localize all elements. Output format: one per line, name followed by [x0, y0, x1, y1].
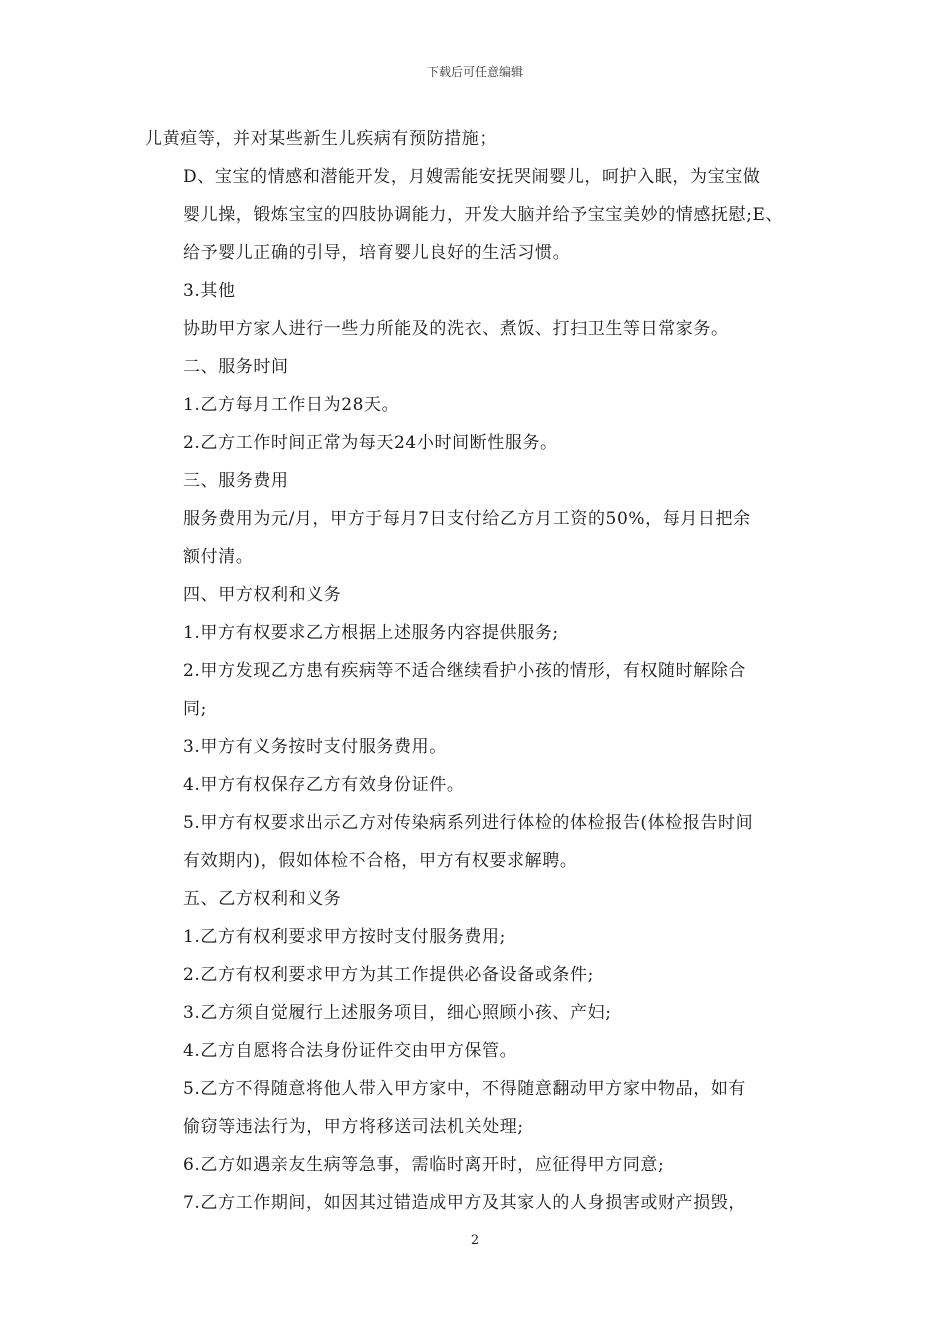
paragraph [145, 1184, 807, 1222]
paragraph [145, 918, 807, 956]
text-line: 3.乙方须自觉履行上述服务项目，细心照顾小孩、产妇; [183, 1003, 612, 1023]
paragraph [145, 1032, 807, 1070]
text-line: 5.乙方不得随意将他人带入甲方家中，不得随意翻动甲方家中物品，如有 [183, 1079, 747, 1099]
paragraph [145, 728, 807, 766]
text-line: 6.乙方如遇亲友生病等急事，需临时离开时，应征得甲方同意; [183, 1155, 665, 1175]
text-line: 有效期内)，假如体检不合格，甲方有权要求解聘。 [183, 851, 578, 871]
paragraph [145, 1070, 807, 1146]
paragraph [145, 424, 807, 462]
paragraph [145, 1146, 807, 1184]
paragraph [145, 272, 807, 310]
text-line: 5.甲方有权要求出示乙方对传染病系列进行体检的体检报告(体检报告时间 [183, 813, 754, 833]
text-line: 1.乙方有权利要求甲方按时支付服务费用; [183, 927, 506, 947]
paragraph [145, 500, 807, 576]
text-line: 四、甲方权利和义务 [183, 585, 342, 605]
text-line: 婴儿操，锻炼宝宝的四肢协调能力，开发大脑并给予宝宝美妙的情感抚慰;E、 [183, 205, 784, 225]
text-line: 三、服务费用 [183, 471, 289, 491]
text-line: 2.乙方工作时间正常为每天24小时间断性服务。 [183, 433, 558, 453]
text-line: 协助甲方家人进行一些力所能及的洗衣、煮饭、打扫卫生等日常家务。 [183, 319, 729, 339]
text-line: 4.乙方自愿将合法身份证件交由甲方保管。 [183, 1041, 518, 1061]
text-line: 给予婴儿正确的引导，培育婴儿良好的生活习惯。 [183, 243, 571, 263]
text-line: 4.甲方有权保存乙方有效身份证件。 [183, 775, 465, 795]
paragraph [145, 880, 807, 918]
header-text: 下载后可任意编辑 [426, 65, 523, 79]
paragraph [145, 158, 807, 272]
text-line: 1.甲方有权要求乙方根据上述服务内容提供服务; [183, 623, 559, 643]
text-line: 服务费用为元/月，甲方于每月7日支付给乙方月工资的50%，每月日把余 [183, 509, 751, 529]
paragraph [145, 386, 807, 424]
paragraph [145, 994, 807, 1032]
text-line: 五、乙方权利和义务 [183, 889, 342, 909]
text-line: 2.甲方发现乙方患有疾病等不适合继续看护小孩的情形，有权随时解除合 [183, 661, 747, 681]
text-line: 额付清。 [183, 547, 254, 567]
paragraph [145, 766, 807, 804]
paragraph [145, 956, 807, 994]
text-line: 儿黄疸等，并对某些新生儿疾病有预防措施； [145, 129, 497, 149]
paragraph [145, 576, 807, 614]
text-line: D、宝宝的情感和潜能开发，月嫂需能安抚哭闹婴儿，呵护入眠，为宝宝做 [183, 167, 761, 187]
document-body [145, 120, 807, 1222]
text-line: 同; [183, 699, 207, 719]
text-line: 2.乙方有权利要求甲方为其工作提供必备设备或条件; [183, 965, 594, 985]
paragraph [145, 310, 807, 348]
page-number [0, 1233, 950, 1249]
page-number-text: 2 [470, 1233, 480, 1248]
paragraph [145, 462, 807, 500]
text-line: 二、服务时间 [183, 357, 289, 377]
text-line: 7.乙方工作期间，如因其过错造成甲方及其家人的人身损害或财产损毁， [183, 1193, 747, 1213]
page-header [0, 64, 950, 80]
text-line: 偷窃等违法行为，甲方将移送司法机关处理; [183, 1117, 524, 1137]
paragraph [145, 614, 807, 652]
text-line: 1.乙方每月工作日为28天。 [183, 395, 400, 415]
paragraph [145, 348, 807, 386]
text-line: 3.甲方有义务按时支付服务费用。 [183, 737, 447, 757]
paragraph [145, 652, 807, 728]
text-line: 3.其他 [183, 281, 236, 301]
paragraph [145, 804, 807, 880]
paragraph [145, 120, 807, 158]
